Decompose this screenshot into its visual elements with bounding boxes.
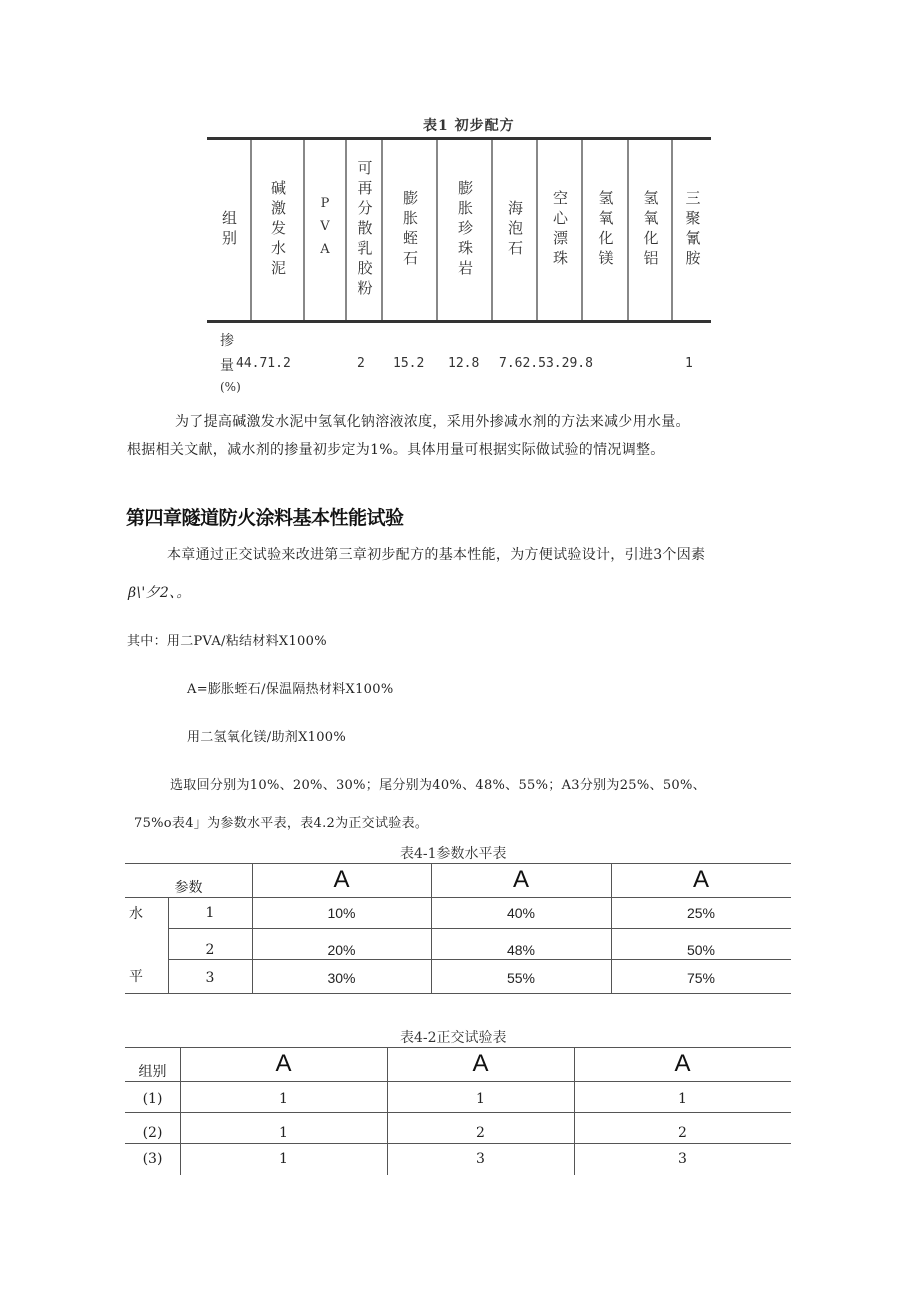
paragraph-line: 本章通过正交试验来改进第三章初步配方的基本性能，为方便试验设计，引进3个因素: [167, 547, 706, 563]
header-text: 氢氧化铝: [641, 190, 660, 270]
header-text: 空心漂珠: [551, 190, 569, 270]
table42-cell: 1: [476, 1091, 485, 1107]
table1-header-cell: [347, 140, 383, 320]
paragraph-line: 选取回分别为10%、20%、30%；尾分别为40%、48%、55%；A3分别为25%、50%、: [170, 778, 706, 793]
table1-header-cell: [207, 140, 252, 320]
table41-factor-header: A: [692, 866, 709, 893]
table42-caption: 表4-2正交试验表: [400, 1030, 507, 1046]
table1-cell: 15.2: [393, 356, 425, 371]
table41-cell: 40%: [506, 904, 536, 921]
table1-header-cell: [438, 140, 493, 320]
paragraph-line: 为了提高碱激发水泥中氢氧化钠溶液浓度，采用外掺减水剂的方法来减少用水量。: [175, 414, 690, 430]
table1-header: [207, 137, 711, 323]
table1-header-cell: [383, 140, 438, 320]
table41-cell: 55%: [506, 969, 536, 986]
table41-cell: 10%: [327, 904, 356, 921]
table41-cell: 48%: [506, 941, 536, 958]
table42-cell: 3: [678, 1151, 687, 1167]
table41-cell: 75%: [686, 969, 716, 986]
header-text: 碱激发水泥: [269, 180, 287, 280]
header-text: 可再分散乳胶粉: [355, 160, 374, 300]
table41-header-label: 参数: [174, 880, 203, 896]
table42-cell: 2: [678, 1125, 687, 1141]
table42-cell: 1: [279, 1091, 288, 1107]
table1-header-cell: [673, 140, 711, 320]
table41-cell: 20%: [327, 941, 356, 958]
paragraph-line: 根据相关文献，减水剂的掺量初步定为1%。具体用量可根据实际做试验的情况调整。: [127, 442, 665, 458]
table42-header-label: 组别: [138, 1063, 167, 1080]
table1-cell: 7.62.53.29.8: [499, 356, 593, 371]
table41-cell: 25%: [686, 904, 716, 921]
table41-factor-header: A: [512, 866, 529, 893]
paragraph-line: β\'夕2、。: [128, 585, 191, 601]
table1-header-cell: [583, 140, 629, 320]
table1-row-label: 量: [220, 358, 234, 374]
table1-header-cell: [493, 140, 538, 320]
definition-line: A=膨胀蛭石/保温隔热材料X100%: [187, 682, 394, 697]
table41-side-label: 平: [129, 969, 143, 985]
table42-cell: 1: [279, 1151, 288, 1167]
header-text: 海泡石: [506, 200, 524, 260]
table42-group: (3): [142, 1151, 163, 1167]
table1-header-cell: [538, 140, 583, 320]
table-rule: [125, 1112, 791, 1113]
table41-level: 3: [205, 969, 215, 986]
table42-factor-header: A: [472, 1050, 489, 1077]
table41-level: 2: [205, 941, 215, 958]
definition-line: 用二氢氧化镁/助剂X100%: [187, 730, 347, 745]
table42-cell: 1: [279, 1125, 288, 1141]
table42-factor-header: A: [275, 1050, 292, 1077]
paragraph-line: 75%o表4」为参数水平表，表4.2为正交试验表。: [134, 816, 429, 831]
table1-caption: 表1 初步配方: [423, 118, 515, 134]
table42-group: (1): [142, 1091, 163, 1107]
table42-group: (2): [142, 1125, 163, 1141]
table41-level: 1: [205, 904, 215, 921]
table1-cell: 44.71.2: [236, 356, 291, 371]
chapter-heading: 第四章隧道防火涂料基本性能试验: [126, 507, 404, 529]
table1-header-cell: [252, 140, 305, 320]
header-text: 组别: [220, 210, 238, 250]
table-rule: [168, 928, 791, 929]
table1-header-cell: [629, 140, 673, 320]
header-text: 三聚氰胺: [683, 190, 702, 270]
table41-factor-header: A: [333, 866, 350, 893]
table42-cell: 3: [476, 1151, 485, 1167]
table1-header-cell: [305, 140, 347, 320]
table41-caption: 表4-1参数水平表: [400, 846, 507, 862]
table-rule: [125, 993, 791, 994]
header-text: 氢氧化镁: [596, 190, 615, 270]
table42-cell: 1: [678, 1091, 687, 1107]
table1-row-label: 掺: [220, 333, 234, 349]
definition-line: 其中：用二PVA/粘结材料X100%: [127, 634, 327, 649]
table41-side-label: 水: [129, 906, 143, 922]
table42-cell: 2: [476, 1125, 485, 1141]
table1-cell: 2: [357, 356, 365, 371]
table-rule: [125, 1081, 791, 1082]
header-text: PVA: [317, 195, 333, 265]
table41-cell: 50%: [686, 941, 716, 958]
table1-cell: 1: [685, 356, 693, 371]
header-text: 膨胀蛭石: [401, 190, 419, 270]
table1-cell: 12.8: [448, 356, 480, 371]
table42-factor-header: A: [674, 1050, 691, 1077]
header-text: 膨胀珍珠岩: [456, 180, 474, 280]
table1-row-label: (%): [220, 380, 241, 394]
table41-cell: 30%: [327, 969, 356, 986]
